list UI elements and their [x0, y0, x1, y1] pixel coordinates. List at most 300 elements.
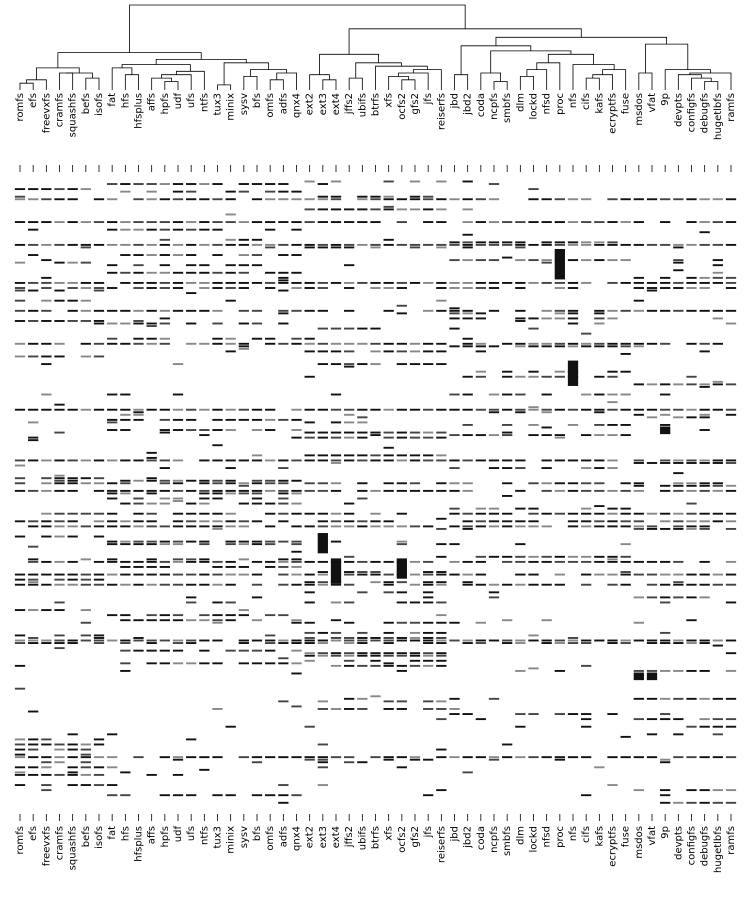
heatmap-cell — [28, 546, 38, 548]
heatmap-cell — [226, 244, 236, 246]
heatmap-cell — [423, 581, 433, 583]
heatmap-cell — [686, 726, 696, 728]
heatmap-cell — [94, 561, 104, 563]
heatmap-cell — [463, 561, 473, 563]
heatmap-cell — [436, 198, 446, 200]
heatmap-cell — [436, 556, 446, 558]
heatmap-cell — [673, 525, 683, 527]
heatmap-cell — [133, 310, 143, 312]
heatmap-cell — [357, 520, 367, 522]
heatmap-cell — [713, 244, 723, 246]
heatmap-cell — [397, 244, 407, 246]
heatmap-cell — [594, 525, 604, 527]
heatmap-cell — [120, 254, 130, 256]
heatmap-cell — [555, 713, 565, 715]
heatmap-cell — [186, 221, 196, 223]
heatmap-cell — [278, 490, 288, 492]
heatmap-cell — [370, 571, 380, 573]
heatmap-cell — [160, 419, 170, 421]
heatmap-cell — [41, 536, 51, 538]
heatmap-cell — [647, 409, 657, 411]
heatmap-cell — [542, 282, 552, 284]
heatmap-cell — [239, 264, 249, 266]
heatmap-cell — [252, 254, 262, 256]
heatmap-cell — [515, 394, 525, 396]
heatmap-cell — [502, 424, 512, 426]
heatmap-cell — [463, 221, 473, 223]
heatmap-cell — [331, 637, 341, 639]
heatmap-cell — [542, 561, 552, 563]
heatmap-cell — [726, 561, 736, 563]
heatmap-cell — [384, 632, 394, 634]
heatmap-cell — [278, 657, 288, 659]
heatmap-cell — [423, 437, 433, 439]
heatmap-cell — [397, 655, 407, 657]
heatmap-cell — [621, 642, 631, 644]
heatmap-cell — [133, 229, 143, 231]
heatmap-cell — [436, 756, 446, 758]
heatmap-cell — [107, 229, 117, 231]
column-label-top-devpts: devpts — [673, 93, 685, 127]
heatmap-cell — [15, 221, 25, 223]
heatmap-cell — [107, 513, 117, 515]
heatmap-cell — [397, 482, 407, 484]
heatmap-cell — [542, 262, 552, 264]
column-label-bottom-reiserfs: reiserfs — [436, 826, 448, 864]
heatmap-cell — [15, 477, 25, 479]
heatmap-cell — [94, 642, 104, 644]
heatmap-cell — [186, 640, 196, 642]
heatmap-cell — [384, 239, 394, 241]
heatmap-cell — [397, 363, 407, 365]
heatmap-cell — [660, 602, 670, 604]
column-label-bottom-ramfs: ramfs — [726, 826, 737, 855]
heatmap-cell — [54, 459, 64, 461]
heatmap-cell — [489, 759, 499, 761]
heatmap-cell — [515, 221, 525, 223]
heatmap-cell — [686, 619, 696, 621]
heatmap-cell — [673, 520, 683, 522]
heatmap-cell — [673, 596, 683, 598]
heatmap-cell — [199, 459, 209, 461]
heatmap-cell — [107, 733, 117, 735]
heatmap-cell — [81, 766, 91, 768]
heatmap-cell — [357, 409, 367, 411]
heatmap-cell — [278, 561, 288, 563]
heatmap-cell — [528, 434, 538, 436]
heatmap-cell — [502, 434, 512, 436]
heatmap-cell — [581, 713, 591, 715]
heatmap-cell — [15, 262, 25, 264]
heatmap-cell — [107, 614, 117, 616]
heatmap-cell — [173, 254, 183, 256]
heatmap-cell — [436, 310, 446, 312]
heatmap-cell — [199, 482, 209, 484]
column-label-top-hugetlbfs: hugetlbfs — [712, 93, 724, 140]
heatmap-cell — [581, 241, 591, 243]
heatmap-cell — [370, 221, 380, 223]
heatmap-cell — [239, 183, 249, 185]
heatmap-cell — [81, 761, 91, 763]
heatmap-cell — [120, 619, 130, 621]
heatmap-cell — [621, 343, 631, 345]
heatmap-cell — [41, 259, 51, 261]
heatmap-cell — [436, 287, 446, 289]
heatmap-cell — [449, 409, 459, 411]
heatmap-cell — [686, 459, 696, 461]
heatmap-cell — [15, 754, 25, 756]
heatmap-cell — [318, 482, 328, 484]
heatmap-cell — [15, 520, 25, 522]
heatmap-cell — [54, 749, 64, 751]
heatmap-cell — [147, 525, 157, 527]
heatmap-cell — [239, 642, 249, 644]
heatmap-cell — [41, 525, 51, 527]
heatmap-cell — [542, 513, 552, 515]
heatmap-cell — [634, 409, 644, 411]
column-label-top-qnx4: qnx4 — [291, 93, 303, 118]
heatmap-cell — [54, 404, 64, 406]
heatmap-cell — [581, 574, 591, 576]
dendrogram-link-25 — [389, 76, 409, 90]
heatmap-cell — [423, 490, 433, 492]
heatmap-cell — [120, 221, 130, 223]
heatmap-cell — [555, 642, 565, 644]
heatmap-cell — [449, 328, 459, 330]
heatmap-cell — [252, 429, 262, 431]
heatmap-cell — [555, 437, 565, 439]
heatmap-cell — [133, 637, 143, 639]
heatmap-cell — [173, 525, 183, 527]
heatmap-cell — [305, 454, 315, 456]
heatmap-cell — [120, 520, 130, 522]
heatmap-cell — [68, 771, 78, 773]
heatmap-cell — [568, 520, 578, 522]
heatmap-cell — [607, 317, 617, 319]
heatmap-cell — [278, 574, 288, 576]
heatmap-cell — [581, 434, 591, 436]
heatmap-cell — [186, 558, 196, 560]
heatmap-cell — [621, 756, 631, 758]
heatmap-cell — [120, 503, 130, 505]
heatmap-cell — [226, 543, 236, 545]
heatmap-cell — [265, 191, 275, 193]
heatmap-cell — [660, 640, 670, 642]
heatmap-cell — [542, 241, 552, 243]
heatmap-cell — [186, 429, 196, 431]
heatmap-cell — [186, 738, 196, 740]
heatmap-cell — [594, 434, 604, 436]
heatmap-cell — [305, 490, 315, 492]
heatmap-cell — [463, 756, 473, 758]
heatmap-cell — [700, 221, 710, 223]
heatmap-cell — [489, 756, 499, 758]
heatmap-cell — [239, 282, 249, 284]
heatmap-cell — [449, 307, 459, 309]
dendrogram-link-22 — [310, 75, 330, 90]
heatmap-cell — [305, 584, 315, 586]
heatmap-cell — [502, 257, 512, 259]
heatmap-cell — [305, 513, 315, 515]
heatmap-cell — [344, 310, 354, 312]
heatmap-cell — [344, 363, 354, 365]
heatmap-cell — [673, 246, 683, 248]
column-label-bottom-befs: befs — [80, 826, 92, 848]
heatmap-cell — [555, 371, 565, 373]
heatmap-cell — [555, 249, 565, 279]
heatmap-cell — [568, 198, 578, 200]
heatmap-cell — [542, 525, 552, 527]
heatmap-cell — [41, 287, 51, 289]
heatmap-cell — [594, 513, 604, 515]
heatmap-cell — [423, 244, 433, 246]
heatmap-cell — [594, 394, 604, 396]
column-label-top-romfs: romfs — [15, 93, 26, 122]
heatmap-cell — [160, 429, 170, 431]
heatmap-cell — [160, 482, 170, 484]
heatmap-cell — [344, 343, 354, 345]
heatmap-cell — [449, 282, 459, 284]
heatmap-cell — [265, 614, 275, 616]
heatmap-cell — [81, 188, 91, 190]
heatmap-cell — [160, 541, 170, 543]
heatmap-cell — [384, 437, 394, 439]
heatmap-cell — [449, 459, 459, 461]
heatmap-cell — [147, 541, 157, 543]
heatmap-cell — [54, 475, 64, 477]
heatmap-cell — [173, 614, 183, 616]
column-label-bottom-ncpfs: ncpfs — [489, 826, 500, 853]
heatmap-cell — [239, 520, 249, 522]
heatmap-cell — [133, 338, 143, 340]
heatmap-cell — [660, 596, 670, 598]
heatmap-cell — [278, 498, 288, 500]
heatmap-cell — [700, 698, 710, 700]
heatmap-cell — [120, 414, 130, 416]
heatmap-cell — [686, 802, 696, 804]
heatmap-cell — [28, 744, 38, 746]
heatmap-cell — [357, 571, 367, 573]
heatmap-cell — [252, 221, 262, 223]
heatmap-cell — [528, 424, 538, 426]
heatmap-cell — [212, 287, 222, 289]
heatmap-cell — [423, 221, 433, 223]
heatmap-cell — [305, 338, 315, 340]
dendrogram-link-37 — [586, 78, 599, 90]
heatmap-cell — [436, 655, 446, 657]
heatmap-cell — [673, 472, 683, 474]
heatmap-cell — [568, 345, 578, 347]
heatmap-cell — [436, 622, 446, 624]
heatmap-cell — [686, 513, 696, 515]
heatmap-cell — [370, 343, 380, 345]
heatmap-cell — [160, 432, 170, 434]
heatmap-cell — [673, 642, 683, 644]
heatmap-cell — [15, 459, 25, 461]
heatmap-cell — [502, 520, 512, 522]
heatmap-cell — [15, 300, 25, 302]
heatmap-cell — [239, 490, 249, 492]
heatmap-cell — [463, 287, 473, 289]
heatmap-cell — [384, 525, 394, 527]
heatmap-cell — [370, 409, 380, 411]
heatmap-cell — [278, 492, 288, 494]
heatmap-cell — [68, 766, 78, 768]
heatmap-cell — [54, 520, 64, 522]
heatmap-cell — [410, 482, 420, 484]
heatmap-cell — [318, 700, 328, 702]
heatmap-cell — [423, 759, 433, 761]
heatmap-cell — [634, 622, 644, 624]
heatmap-cell — [28, 490, 38, 492]
heatmap-cell — [581, 640, 591, 642]
heatmap-cell — [120, 574, 130, 576]
heatmap-cell — [397, 221, 407, 223]
heatmap-cell — [607, 394, 617, 396]
heatmap-cell — [68, 525, 78, 527]
heatmap-cell — [397, 282, 407, 284]
heatmap-cell — [107, 338, 117, 340]
heatmap-cell — [726, 459, 736, 461]
heatmap-cell — [120, 566, 130, 568]
heatmap-cell — [686, 520, 696, 522]
heatmap-cell — [226, 338, 236, 340]
heatmap-cell — [463, 376, 473, 378]
heatmap-cell — [489, 394, 499, 396]
heatmap-cell — [607, 490, 617, 492]
heatmap-cell — [726, 652, 736, 654]
heatmap-cell — [713, 482, 723, 484]
heatmap-cell — [28, 574, 38, 576]
heatmap-cell — [686, 670, 696, 672]
heatmap-cell — [436, 652, 446, 654]
heatmap-cell — [713, 789, 723, 791]
heatmap-cell — [305, 591, 315, 593]
heatmap-cell — [713, 282, 723, 284]
heatmap-cell — [449, 259, 459, 261]
heatmap-cell — [594, 310, 604, 312]
heatmap-cell — [647, 343, 657, 345]
heatmap-cell — [41, 320, 51, 322]
column-label-bottom-isofs: isofs — [94, 826, 105, 849]
heatmap-cell — [199, 272, 209, 274]
heatmap-cell — [423, 561, 433, 563]
heatmap-cell — [318, 581, 328, 583]
heatmap-cell — [449, 241, 459, 243]
heatmap-cell — [41, 744, 51, 746]
heatmap-cell — [239, 310, 249, 312]
heatmap-cell — [713, 490, 723, 492]
heatmap-cell — [555, 756, 565, 758]
heatmap-cell — [647, 290, 657, 292]
heatmap-cell — [133, 543, 143, 545]
heatmap-cell — [568, 323, 578, 325]
heatmap-cell — [449, 698, 459, 700]
heatmap-cell — [463, 525, 473, 527]
heatmap-cell — [226, 300, 236, 302]
heatmap-cell — [41, 774, 51, 776]
heatmap-cell — [28, 459, 38, 461]
heatmap-cell — [68, 310, 78, 312]
top-tick-marks — [20, 165, 731, 172]
heatmap-cell — [41, 640, 51, 642]
heatmap-cell — [291, 543, 301, 545]
heatmap-cell — [344, 665, 354, 667]
heatmap-cell — [594, 244, 604, 246]
heatmap-cell — [107, 310, 117, 312]
heatmap-cell — [568, 312, 578, 314]
heatmap-cell — [476, 556, 486, 558]
heatmap-cell — [239, 191, 249, 193]
heatmap-cell — [147, 513, 157, 515]
heatmap-cell — [54, 343, 64, 345]
heatmap-cell — [410, 282, 420, 284]
heatmap-cell — [186, 244, 196, 246]
heatmap-cell — [226, 650, 236, 652]
column-label-bottom-squashfs: squashfs — [67, 826, 79, 871]
heatmap-cell — [621, 508, 631, 510]
heatmap-cell — [133, 574, 143, 576]
heatmap-cell — [226, 490, 236, 492]
column-label-bottom-cramfs: cramfs — [54, 826, 66, 861]
heatmap-cell — [542, 198, 552, 200]
heatmap-cell — [344, 584, 354, 586]
heatmap-cell — [700, 726, 710, 728]
heatmap-cell — [28, 254, 38, 256]
heatmap-cell — [107, 419, 117, 421]
heatmap-cell — [528, 525, 538, 527]
heatmap-cell — [410, 246, 420, 248]
heatmap-cell — [713, 198, 723, 200]
heatmap-cell — [133, 183, 143, 185]
heatmap-cell — [660, 528, 670, 530]
heatmap-cell — [344, 409, 354, 411]
heatmap-cell — [476, 312, 486, 314]
heatmap-cell — [568, 637, 578, 639]
heatmap-cell — [305, 409, 315, 411]
heatmap-cell — [686, 221, 696, 223]
heatmap-cell — [147, 774, 157, 776]
heatmap-cell — [68, 282, 78, 284]
heatmap-cell — [370, 655, 380, 657]
heatmap-cell — [515, 642, 525, 644]
heatmap-cell — [226, 584, 236, 586]
heatmap-cell — [726, 698, 736, 700]
column-label-bottom-hfs: hfs — [120, 826, 132, 842]
heatmap-cell — [278, 513, 288, 515]
heatmap-cell — [107, 756, 117, 758]
heatmap-cell — [594, 459, 604, 461]
heatmap-cell — [68, 198, 78, 200]
heatmap-cell — [278, 272, 288, 274]
heatmap-cell — [673, 513, 683, 515]
heatmap-cell — [384, 637, 394, 639]
heatmap-cell — [186, 409, 196, 411]
heatmap-cell — [94, 244, 104, 246]
heatmap-cell — [160, 467, 170, 469]
heatmap-cell — [568, 640, 578, 642]
heatmap-cell — [15, 584, 25, 586]
heatmap-cell — [305, 421, 315, 423]
heatmap-cell — [621, 353, 631, 355]
heatmap-cell — [357, 363, 367, 365]
heatmap-cell — [291, 221, 301, 223]
heatmap-cell — [186, 490, 196, 492]
heatmap-cell — [147, 558, 157, 560]
heatmap-cell — [278, 244, 288, 246]
heatmap-cell — [726, 409, 736, 411]
heatmap-cell — [410, 454, 420, 456]
